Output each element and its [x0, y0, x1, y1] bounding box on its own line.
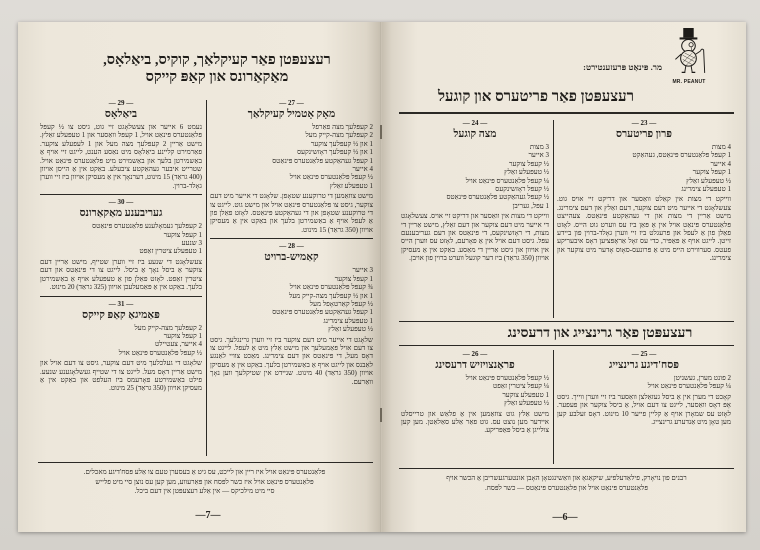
footer-line: רבנים פון נויאָרק, פילאַדעלפיע, שיקאַגאָ און וואַשינגטאָן האָבן אונטערגעשריבן אַ הכשר אויף	[446, 474, 687, 482]
column-divider	[553, 350, 554, 464]
page-number: —7—	[195, 510, 221, 521]
title-underline	[399, 112, 734, 114]
ingredient-line: 1 טעפּעלע ציטרין זאַפט	[139, 247, 202, 256]
ingredient-line: 2 קעפּלעך מצה-קייק מעל	[134, 323, 202, 332]
ingredient-line: ½ טעפּעלע זאַלץ	[686, 176, 731, 185]
recipe-title: ביאַלאָס	[104, 109, 138, 120]
ingredient-line: 1 קעפּל צוקער	[163, 331, 202, 340]
recipe-title: קאַמיש-ברויט	[264, 252, 319, 264]
recipe-block	[401, 349, 549, 439]
recipe-title: מצה קוגעל	[453, 129, 497, 140]
recipe-block	[557, 118, 731, 267]
footer-line: פּלאַנטערס פּינאַט אויל איז ריין און לייכט, עס גיט אַ בעסערן טעם צו אַלע פּסח'דיגע מאכלים.	[83, 468, 326, 476]
recipe-directions: שלאָגט די געלכלעך מיט דעם צוקער, גיסט צו דעם אויל און מישט אַריין דאָס מעל. לייגט צו די שטייף געשלאָגענע שנעע. פילט באַשמירטע פאָרעמס ביז העלפט און באַקט אין אַ מעסיקן אויוון (350 גראַד) 25 מינוט.	[40, 359, 202, 393]
recipe-directions: מישט צוזאַמען די טרוקענע שטאָפן. שלאָגט די אייער מיט דעם צוקער, גיסט צו פּלאַנטערס פּינאַט אויל און מישט גוט. לייגט צו די טרוקענע שטאָפן און די געהאַקטע פּינאַטס. לאָזט פאַלן פון אַ לעפל אויף אַ באַשמירטן בלעך און באַקט אין אַ מעסיקן אויוון (350 גראַד) 15 מינוט.	[210, 192, 373, 234]
column-divider	[206, 100, 207, 456]
recipe-directions: שלאָגט די אייער מיט דעם צוקער ביז זיי ווערן גרינגלעך. גיסט צו דעם אויל פּאַמעלעך און מישט אַלץ מיט אַ לעפל. לייגט צו דאָס מעל, די פּינאַטס און דעם צימרינג. מאַכט צוויי לאַנגע לאַבנס און לייגט אויף אַ באַשמירטן בלעך. באַקט אין אַ מעסיקן אויוון (350 גראַד) 40 מינוט. שניידט אין שטיקלעך ווען נאָך וואַרעם.	[210, 335, 373, 386]
ingredient-line: 3 אייער	[352, 266, 373, 275]
ingredient-line: ¼ קעפּל ציטרין זאַפט	[493, 382, 549, 391]
section-divider	[399, 321, 734, 322]
ingredient-line: 4 אייער, צעטיילט	[154, 340, 202, 349]
footer-note	[401, 474, 732, 493]
recipe-column-left	[40, 98, 202, 458]
ingredient-line: 2 קעפּלעך מצה פאַרפל	[312, 123, 373, 131]
page-title	[63, 52, 371, 86]
recipe-directions: צעשלאָגט די שנעע ביז זיי ווערן שטייף, מישט אַריין דעם צוקער אַ ביסל נאָך אַ ביסל. לייגט צו די פּינאַטס און דעם ציטרין זאַפט. לאָזט פאַלן פון אַ טעפּעלע אויף אַ באַשמירטן בלעך. באַקט אין אַ פּאַמעלעכן אויוון (325 גראַד) 20 מינוט.	[40, 257, 202, 292]
ingredient-line: 1 טעפּעלע צימרינג	[323, 316, 373, 325]
footer-line: פּלאַנטערס פּינאַט אויל איז כשר לפּסח און פּאַרעווע, מען קען עס נוצן סיי מיט פלייש	[95, 477, 314, 486]
ingredient-line: 1 קעפּל געהאַקטע פּלאַנטערס פּינאַטס	[272, 156, 373, 165]
recipe-number: — 28 —	[279, 242, 304, 251]
recipe-title: פראַנצויזיש דרעסינג	[435, 360, 515, 371]
recipe-title: פּרון פריטערס	[616, 129, 672, 140]
ingredient-line: 2 קעפּלעך געמאָלענע פּלאַנטערס פּינאַטס	[92, 222, 202, 231]
presenter-line: מר. פּינאַט פּרעזענטירט:	[583, 62, 662, 72]
ingredient-line: 3 שנעע	[181, 239, 202, 248]
page-7	[18, 22, 381, 532]
ingredient-line: 1 טעפּעלע צימרינג	[681, 185, 731, 194]
recipe-column-right	[557, 349, 731, 464]
recipe-column-left	[401, 118, 549, 318]
recipe-block	[210, 98, 373, 238]
ingredient-line: 1 טעפּעלע זאַלץ	[329, 181, 373, 190]
ingredient-line: ½ טעפּעלע זאַלץ	[328, 325, 373, 334]
mr-peanut-logo	[669, 28, 709, 85]
ingredient-line: 1 עפּל, געריבן	[512, 201, 549, 210]
ingredient-line: ½ קעפּל געהאַקטע פּלאַנטערס פּינאַטס	[446, 193, 549, 202]
recipe-title: פּסח'דיגע גרינצייג	[609, 360, 679, 371]
recipe-title: פּאַמיגאַ קאַפּ קייקס	[82, 309, 160, 321]
recipe-directions: ווייקט די מצות אין קאַלט וואַסער און דריקט זיי אויס גוט. צעשלאָגט די אייער מיט דעם צוקער, דעם זאַלץ און דעם צימרינג. מישט אַריין די מצות און די געהאַקטע פּינאַטס. צעהייצט פּלאַנטערס פּינאַט אויל אין אַ פּאַן ביז עס ווערט גוט הייס. לאָזט פאַלן פון אַ לעפל און פּרעגלט ביז זיי ווערן גאָלד-ברוין פון ביידע זייטן. לייגט אויף אַ פּאַפּיר, כדי עס זאָל אַראָפּציען דאָס איבעריקע פעטס. סערווירט הייס מיט אַ פּרונעס-סאָוס אָדער מיט צוקער און צימרינג.	[557, 195, 731, 263]
recipe-number: — 31 —	[108, 299, 134, 308]
ingredient-line: ½ טעפּעלע זאַלץ	[504, 168, 549, 177]
recipe-number: — 25 —	[631, 350, 657, 358]
recipe-number: — 30 —	[108, 198, 134, 207]
section-divider	[399, 345, 734, 346]
page-title-line-1: רעצעפּטן פאַר קעיקלאַך, קוקיס, ביאַלאָס,	[103, 52, 331, 68]
page-6	[381, 22, 746, 532]
ingredient-line: 2 קעפּלעך מצה-קייק מעל	[305, 131, 373, 140]
section-title-fritters: רעצעפּטן פאַר פריטערס און קוגעל	[438, 89, 634, 105]
ingredient-line: 1 קעפּל געהאַקטע פּלאַנטערס פּינאַטס	[272, 308, 373, 317]
recipe-block	[210, 238, 373, 390]
ingredient-line: ½ קעפּל צוקער	[508, 159, 549, 168]
ingredient-line: ¼ קעפּל פּלאַנטערס פּינאַט אויל	[647, 382, 731, 391]
recipe-column-right	[210, 98, 373, 458]
mr-peanut-icon	[669, 28, 709, 74]
ingredient-line: ½ קעפּל ראָזשינקעס	[495, 185, 549, 194]
ingredient-line: 1 קעפּל פּלאַנטערס פּינאַטס, געהאַקט	[632, 151, 731, 160]
recipe-block	[401, 118, 549, 267]
staple	[380, 125, 382, 139]
ingredient-line: ½ קעפּל פּלאַנטערס פּינאַט אויל	[465, 374, 549, 382]
recipe-column-right	[557, 118, 731, 318]
footer-note	[40, 468, 369, 497]
center-fold	[380, 22, 382, 532]
ingredient-line: 4 אייער	[710, 159, 731, 168]
recipe-directions: מישט אַלץ גוט צוזאַמען אין אַ פלאַש און טרייסלט איידער מען נוצט עס. גוט פאַר אַלע סאַלאַטן. מען קען צולייגן אַ ביסל פּאַפּריקע.	[401, 409, 549, 435]
recipe-number: — 23 —	[631, 119, 657, 127]
ingredient-line: 1 און ½ קעפּלעך מצה-קייק מעל	[288, 291, 373, 300]
ingredient-line: ½ קעפּל פּלאַנטערס פּינאַט אויל	[289, 173, 373, 182]
ingredient-line: ½ קעפּל פּלאַנטערס פּינאַט אויל	[118, 348, 202, 357]
ingredient-line: 1 קעפּל צוקער	[334, 274, 373, 283]
staple	[380, 408, 382, 422]
ingredient-line: 1 קעפּל צוקער	[163, 230, 202, 239]
ingredient-line: 3 מצות	[529, 143, 549, 151]
recipe-title: געריבענע מאַקאַרונס	[79, 208, 163, 220]
ingredient-line: ½ קעפּל קאַרטאָפל מעל	[309, 299, 373, 308]
recipe-number: — 26 —	[462, 350, 488, 358]
ingredient-line: ¼ קעפּל פּלאַנטערס פּינאַט אויל	[465, 176, 549, 185]
recipe-block	[40, 194, 202, 295]
ingredient-line: 1 טעפּעלע צוקער	[502, 390, 549, 399]
recipe-block	[557, 349, 731, 430]
recipe-column-left	[401, 349, 549, 464]
recipe-directions: נעמט 6 אייער און צעשלאָגט זיי גוט, גיסט צו ½ קעפּל פּלאַנטערס פּינאַט אויל, 1 קעפּל וואַסער און 1 טעפּעלע זאַלץ. מישט אַריין 2 קעפּלעך מצה מעל און 1 לעפעלע צוקער. פאַרמירט קליינע ביאַלאָס מיט נאַסע הענט, לייגט זיי אויף אַ באַשמירטן בלעך און באַשמירט מיט פּלאַנטערס פּינאַט אויל. שטרייט איבער געהאַקטע ציבעלע. באַקט אין אַ הייסן אויוון (400 גראַד) 15 מינוט, דערנאָך אין אַ מעסיקן אויוון ביז זיי ווערן גאָלד-ברוין.	[40, 123, 202, 190]
recipe-block	[40, 296, 202, 397]
ingredient-line: 1 און ½ קעפּלעך צוקער	[310, 139, 373, 148]
footer-line: פּלאַנטערס פּינאַט אויל און פּלאַנטערס פּינאַטס — כשר לפּסח.	[485, 483, 648, 492]
ingredient-line: 3 אייער	[528, 151, 549, 160]
ingredient-line: 2 פונט מערן, געשניטן	[673, 374, 731, 382]
recipe-number: — 24 —	[462, 119, 488, 127]
column-divider	[553, 120, 554, 318]
recipe-title: מאָק אָטמיל קעיקלאַך	[247, 109, 336, 120]
footer-divider	[38, 462, 373, 463]
recipe-number: — 27 —	[279, 99, 304, 107]
page-title-line-2: מאַקאַרונס און קאַפּ קייקס	[145, 69, 289, 85]
logo-caption: MR. PEANUT	[672, 79, 706, 85]
footer-line: סיי מיט מילכיקס — אין אַלע רעצעפּטן אין דעם ביכל.	[134, 487, 275, 495]
recipe-directions: ווייקט די מצות אין וואַסער און דריקט זיי אויס. צעשלאָגט די אייער מיט דעם צוקער און דעם זאַלץ, מישט אַריין די מצות, די ראָזשינקעס, די פּינאַטס און דעם געריבענעם עפּל. גיסט דעם אויל אין אַ פאָרעם, לאָזט עס ווערן הייס אין אויוון און גיסט אַריין די מאַסע. באַקט אין אַ מעסיקן אויוון (350 גראַד) ביז דער קוגעל ווערט ברוין פון אויבן.	[401, 212, 549, 263]
recipe-number: — 29 —	[108, 99, 134, 107]
ingredient-line: 4 אייער	[352, 165, 373, 174]
open-booklet	[18, 22, 746, 532]
ingredient-line: ½ טעפּעלע זאַלץ	[504, 399, 549, 408]
page-number: —6—	[552, 512, 578, 523]
ingredient-line: ¾ קעפּל פּלאַנטערס פּינאַט אויל	[289, 283, 373, 292]
recipe-directions: קאָכט די מערן אין אַ ביסל געזאַלצן וואַסער ביז זיי ווערן ווייך. גיסט אָפּ דאָס וואַסער, לייגט צו דעם אויל, אַ ביסל צוקער און פעפער. לאָזט עס שמאָרן אויף אַ קליין פייער 10 מינוט. דאָס זעלבע קען מען טאָן מיט אַנדערע גרינצייג.	[557, 392, 731, 427]
recipe-block	[40, 98, 202, 194]
ingredient-line: 4 מצות	[711, 143, 731, 151]
ingredient-line: 1 און ½ קעפּלעך ראָזשינקעס	[297, 148, 373, 157]
footer-divider	[399, 468, 734, 469]
ingredient-line: 1 קעפּל צוקער	[692, 168, 731, 177]
section-title-vegetables: רעצעפּטן פאַר גרינצייג און דרעסינג	[507, 326, 693, 341]
